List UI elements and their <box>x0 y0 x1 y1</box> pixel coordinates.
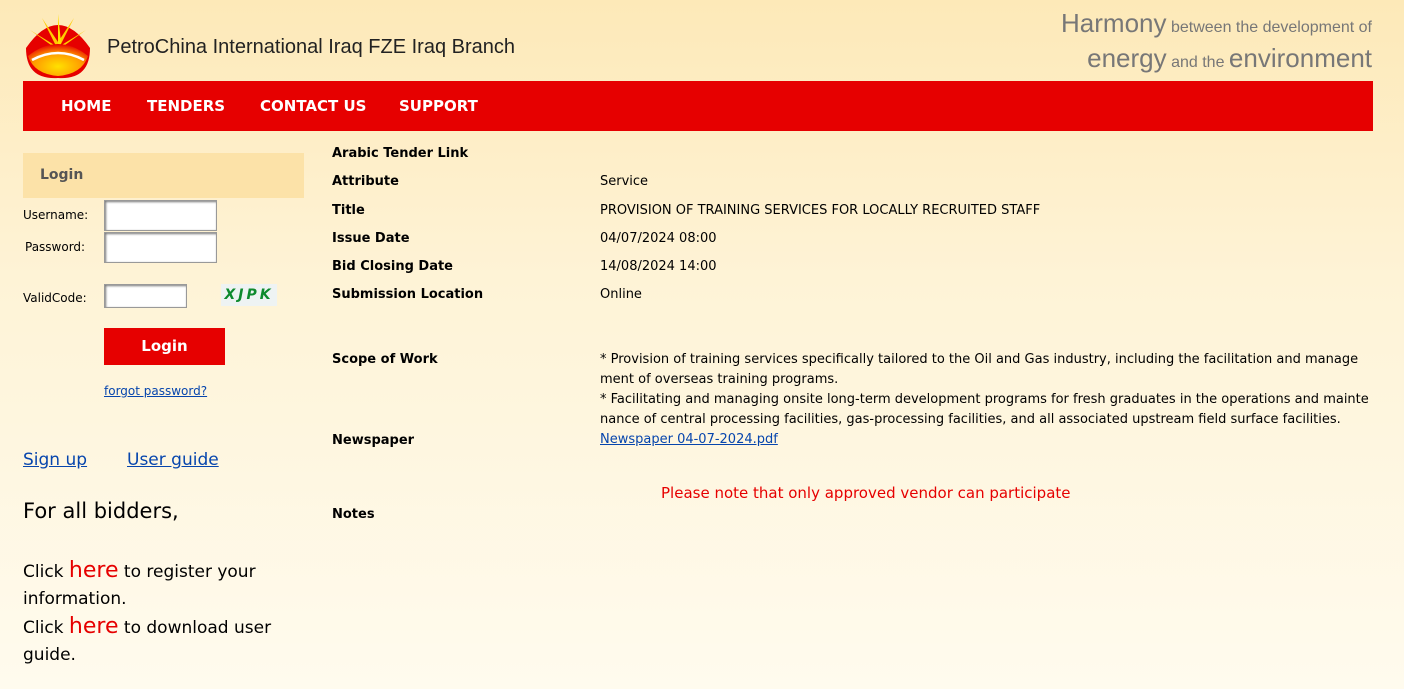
user-guide-link[interactable]: User guide <box>127 450 219 470</box>
validcode-input[interactable] <box>104 284 187 308</box>
scope-item: * Facilitating and managing onsite long-term development programs for fresh graduates in the operations and maintenance of central processing facilities, gas-processing facilities, and all associated upstream field surface facilities. <box>600 392 1369 427</box>
nav-support[interactable]: SUPPORT <box>399 97 478 115</box>
submission-location-label: Submission Location <box>332 287 484 302</box>
forgot-password-link[interactable]: forgot password? <box>104 384 208 398</box>
register-text: to register your information. <box>23 562 256 609</box>
slogan-and-the: and the <box>1171 54 1225 71</box>
password-label: Password: <box>25 240 86 254</box>
bidders-title: For all bidders, <box>23 499 179 523</box>
attribute-label: Attribute <box>332 174 399 189</box>
approved-vendor-notice: Please note that only approved vendor can participate <box>661 484 1071 502</box>
username-label: Username: <box>23 208 89 222</box>
nav-contact-us[interactable]: CONTACT US <box>260 97 367 115</box>
download-here-link[interactable]: here <box>68 614 119 639</box>
register-info-text <box>23 557 273 613</box>
password-input[interactable] <box>104 232 217 263</box>
submission-location-value: Online <box>600 287 642 302</box>
slogan <box>1061 8 1372 78</box>
download-text: to download user guide. <box>23 618 272 665</box>
petrochina-logo-icon <box>22 12 94 80</box>
slogan-between: between the development of <box>1170 19 1372 36</box>
login-title: Login <box>40 167 84 183</box>
title-value: PROVISION OF TRAINING SERVICES FOR LOCALLY RECRUITED STAFF <box>600 203 1041 218</box>
click-label: Click <box>23 562 64 582</box>
nav-tenders[interactable]: TENDERS <box>147 97 226 115</box>
company-name: PetroChina International Iraq FZE Iraq Branch <box>107 36 515 58</box>
validcode-label: ValidCode: <box>23 291 87 305</box>
notes-label: Notes <box>332 507 375 522</box>
scope-item: * Provision of training services specifically tailored to the Oil and Gas industry, including the facilitation and management of overseas training programs. <box>600 352 1359 387</box>
slogan-environment: environment <box>1228 43 1372 73</box>
captcha-image[interactable]: XJPK <box>221 284 277 306</box>
newspaper-pdf-link[interactable]: Newspaper 04-07-2024.pdf <box>600 432 778 447</box>
arabic-tender-link-label: Arabic Tender Link <box>332 146 469 161</box>
slogan-harmony: Harmony <box>1061 8 1167 38</box>
newspaper-label: Newspaper <box>332 433 415 448</box>
scope-of-work-label: Scope of Work <box>332 352 438 367</box>
register-here-link[interactable]: here <box>68 558 119 583</box>
login-button[interactable]: Login <box>104 328 225 365</box>
click-label: Click <box>23 618 64 638</box>
bid-closing-date-value: 14/08/2024 14:00 <box>600 259 717 274</box>
slogan-energy: energy <box>1087 43 1167 73</box>
scope-of-work-value <box>600 350 1370 430</box>
bid-closing-date-label: Bid Closing Date <box>332 259 453 274</box>
username-input[interactable] <box>104 200 217 231</box>
login-header <box>23 153 304 198</box>
signup-link[interactable]: Sign up <box>23 450 88 470</box>
title-label: Title <box>332 203 365 218</box>
main-nav <box>23 81 1373 131</box>
attribute-value: Service <box>600 174 649 189</box>
issue-date-value: 04/07/2024 08:00 <box>600 231 717 246</box>
issue-date-label: Issue Date <box>332 231 410 246</box>
download-guide-text <box>23 613 273 669</box>
nav-home[interactable]: HOME <box>61 97 112 115</box>
